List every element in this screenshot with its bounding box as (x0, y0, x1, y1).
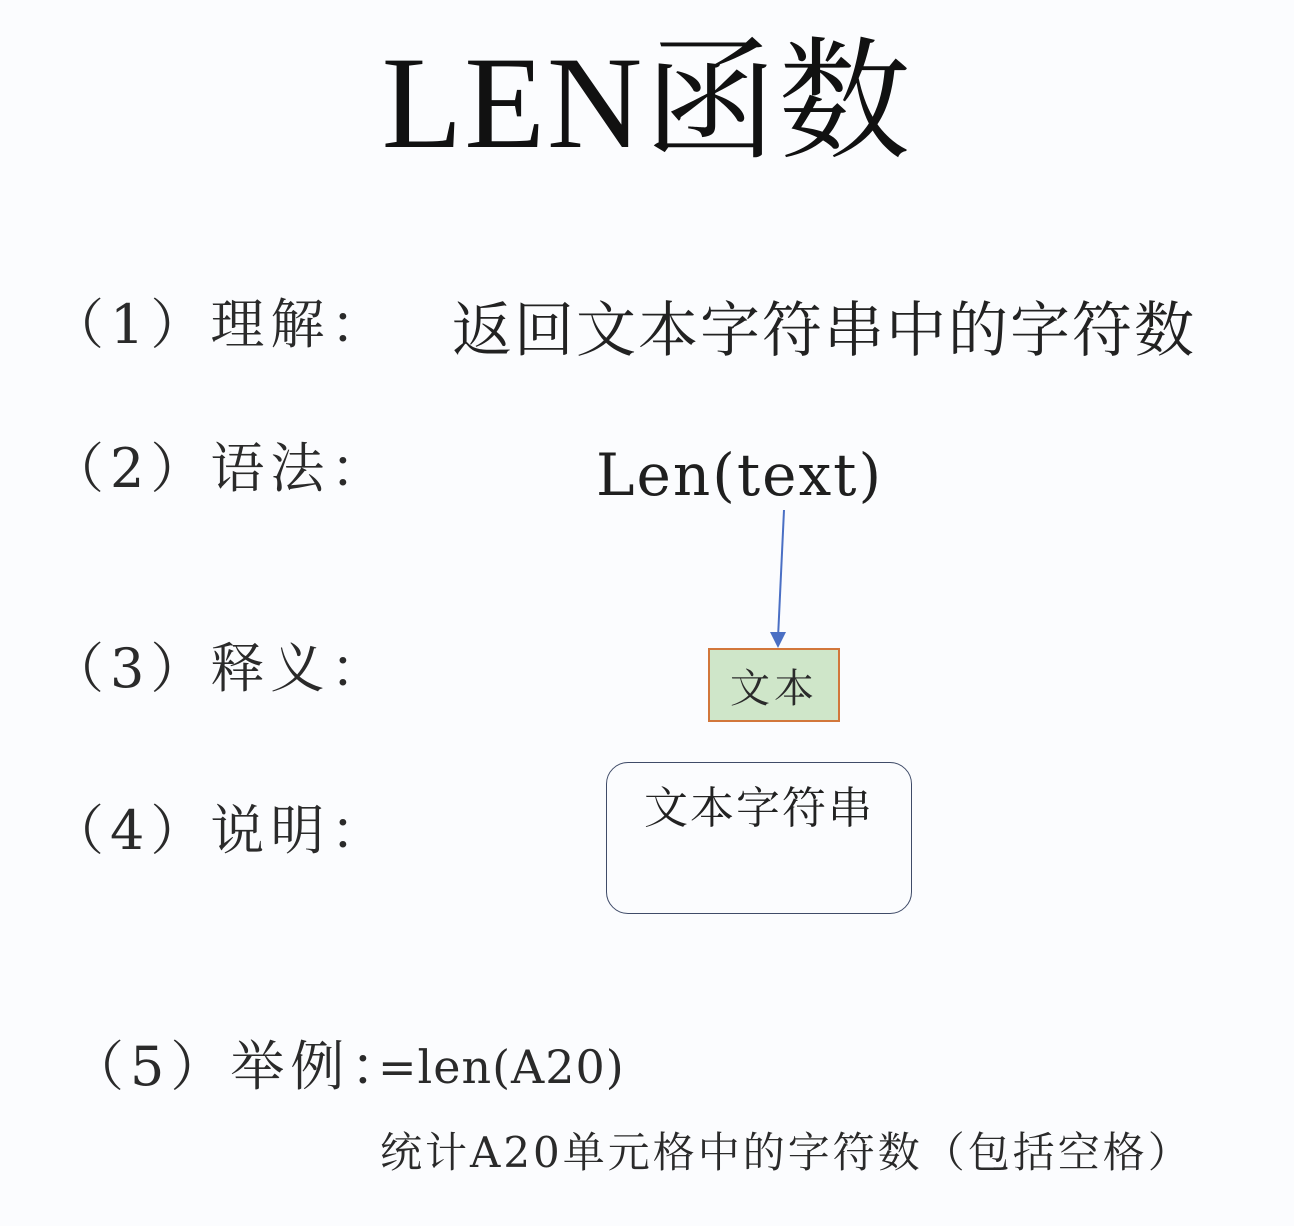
arrow-down-icon (740, 500, 820, 660)
description-text: 文本字符串 (644, 783, 874, 834)
page-title: LEN函数 (381, 29, 913, 176)
section-3-label: （3）释义： (50, 637, 391, 700)
section-1-label: （1）理解： (50, 293, 391, 356)
description-box (606, 762, 912, 914)
example-explanation: 统计A20单元格中的字符数（包括空格） (380, 1128, 1193, 1177)
text-parameter-box (708, 648, 840, 722)
syntax-text: Len(text) (596, 441, 884, 509)
text-parameter-label: 文本 (730, 665, 818, 712)
example-formula: =len(A20) (378, 1040, 625, 1094)
section-4-label: （4）说明： (50, 799, 391, 862)
section-2-label: （2）语法： (50, 437, 391, 500)
section-5-label: （5）举例： (70, 1035, 411, 1098)
understanding-text: 返回文本字符串中的字符数 (452, 296, 1196, 366)
